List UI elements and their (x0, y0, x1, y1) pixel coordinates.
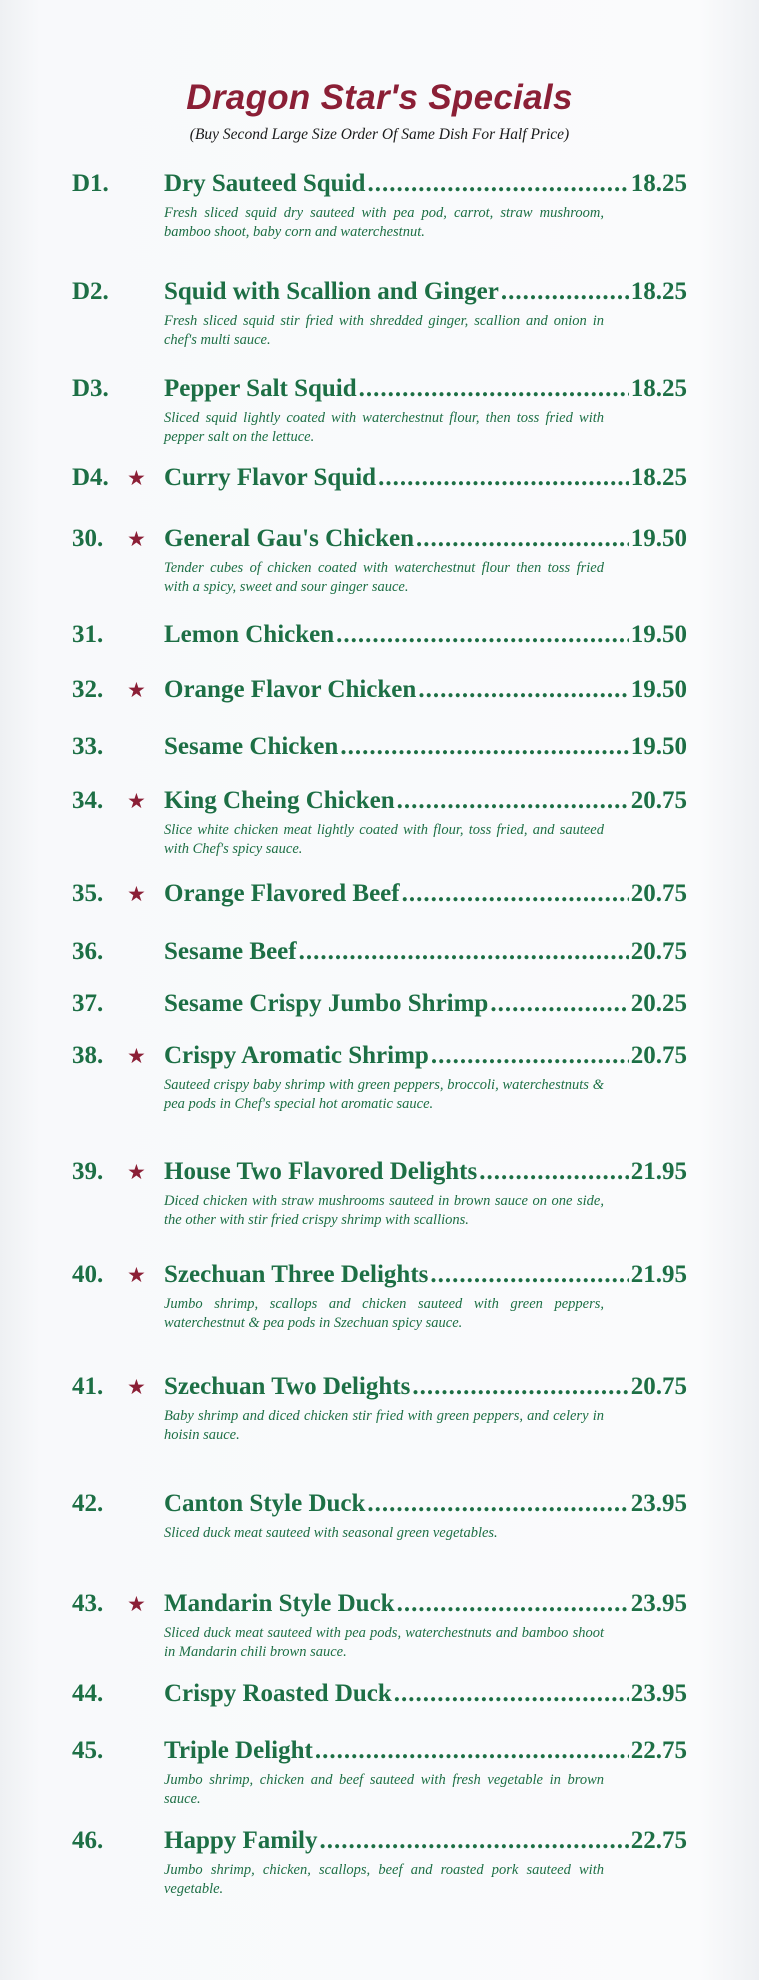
menu-item (0, 938, 759, 972)
dot-leader (479, 1158, 629, 1186)
item-number: 31. (72, 621, 104, 648)
menu-item-header (0, 1042, 759, 1076)
dot-leader (336, 621, 629, 649)
menu-item (0, 1737, 759, 1808)
item-price: 20.75 (630, 880, 687, 907)
item-name: Szechuan Three Delights (164, 1261, 429, 1288)
dot-leader (359, 375, 629, 403)
item-name-line (164, 621, 687, 649)
item-name: Squid with Scallion and Ginger (164, 278, 499, 305)
item-number: 45. (72, 1737, 104, 1764)
item-number: 39. (72, 1158, 104, 1185)
item-name: Orange Flavor Chicken (164, 676, 417, 703)
menu-item-header (0, 676, 759, 710)
item-number: 32. (72, 676, 104, 703)
item-price: 23.95 (630, 1680, 687, 1707)
dot-leader (490, 990, 628, 1018)
dot-leader (367, 1490, 628, 1518)
menu-item (0, 375, 759, 446)
menu-item-header (0, 1737, 759, 1771)
item-description: Fresh sliced squid dry sauteed with pea pod, carrot, straw mushroom, bamboo shoot, baby corn and waterchestnut. (164, 205, 604, 240)
menu-item (0, 1490, 759, 1543)
item-price: 18.25 (630, 464, 687, 491)
item-number: D2. (72, 278, 109, 305)
menu-item-header (0, 990, 759, 1024)
dot-leader (394, 1680, 629, 1708)
item-name-line (164, 170, 687, 198)
item-description: Sliced duck meat sauteed with pea pods, waterchestnuts and bamboo shoot in Mandarin chili brown sauce. (164, 1625, 604, 1660)
item-number: 30. (72, 525, 104, 552)
dot-leader (416, 525, 629, 553)
item-price: 20.75 (630, 938, 687, 965)
menu-item (0, 1042, 759, 1113)
item-name: Canton Style Duck (164, 1490, 366, 1517)
item-description: Fresh sliced squid stir fried with shredded ginger, scallion and onion in chef's multi sauce. (164, 313, 604, 348)
dot-leader (320, 1827, 629, 1855)
item-number: 38. (72, 1042, 104, 1069)
item-description: Slice white chicken meat lightly coated with flour, toss fried, and sauteed with Chef's spicy sauce. (164, 822, 604, 857)
menu-item (0, 1261, 759, 1332)
menu-item (0, 1827, 759, 1898)
item-name: Pepper Salt Squid (164, 375, 357, 402)
item-number: 37. (72, 990, 104, 1017)
menu-item-header (0, 938, 759, 972)
item-name-line (164, 1158, 687, 1186)
item-number: 34. (72, 787, 104, 814)
item-description: Jumbo shrimp, scallops and chicken sauteed with green peppers, waterchestnut & pea pods in Szechuan spicy sauce. (164, 1296, 604, 1331)
item-description: Baby shrimp and diced chicken stir fried with green peppers, and celery in hoisin sauce. (164, 1408, 604, 1443)
item-number: 42. (72, 1490, 104, 1517)
item-number: 43. (72, 1590, 104, 1617)
dot-leader (418, 676, 628, 704)
menu-item-header (0, 1680, 759, 1714)
item-price: 19.50 (630, 525, 687, 552)
item-description: Diced chicken with straw mushrooms sauteed in brown sauce on one side, the other with stir fried crispy shrimp with scallions. (164, 1193, 604, 1228)
menu-item-header (0, 880, 759, 914)
dot-leader (430, 1261, 628, 1289)
item-price: 21.95 (630, 1261, 687, 1288)
item-number: 36. (72, 938, 104, 965)
item-name-line (164, 525, 687, 553)
item-description: Jumbo shrimp, chicken and beef sauteed with fresh vegetable in brown sauce. (164, 1772, 604, 1807)
item-name-line (164, 1737, 687, 1765)
spicy-star-icon: ★ (127, 789, 146, 813)
dot-leader (397, 1590, 629, 1618)
spicy-star-icon: ★ (127, 882, 146, 906)
item-name-line (164, 1373, 687, 1401)
item-number: 40. (72, 1261, 104, 1288)
item-name-line (164, 1680, 687, 1708)
item-number: D3. (72, 375, 109, 402)
item-price: 19.50 (630, 676, 687, 703)
menu-item-header (0, 375, 759, 409)
menu-item-header (0, 1590, 759, 1624)
menu-item-header (0, 1373, 759, 1407)
item-price: 18.25 (630, 170, 687, 197)
item-name: Orange Flavored Beef (164, 880, 400, 907)
item-name-line (164, 1261, 687, 1289)
menu-item (0, 1158, 759, 1229)
menu-item-header (0, 787, 759, 821)
item-name-line (164, 1590, 687, 1618)
item-name: Happy Family (164, 1827, 318, 1854)
dot-leader (367, 170, 628, 198)
item-name: Sesame Beef (164, 938, 297, 965)
item-price: 23.95 (630, 1590, 687, 1617)
item-name: Curry Flavor Squid (164, 464, 377, 491)
item-price: 19.50 (630, 733, 687, 760)
menu-item-header (0, 733, 759, 767)
item-description: Sliced squid lightly coated with waterchestnut flour, then toss fried with pepper salt on the lettuce. (164, 410, 604, 445)
item-price: 18.25 (630, 278, 687, 305)
item-name-line (164, 787, 687, 815)
item-name: General Gau's Chicken (164, 525, 415, 552)
item-description: Tender cubes of chicken coated with waterchestnut flour then toss fried with a spicy, sweet and sour ginger sauce. (164, 560, 604, 595)
menu-item-header (0, 278, 759, 312)
item-number: 41. (72, 1373, 104, 1400)
menu-item-header (0, 1158, 759, 1192)
item-name: Sesame Chicken (164, 733, 339, 760)
menu-item (0, 525, 759, 596)
item-number: D4. (72, 464, 109, 491)
item-price: 23.95 (630, 1490, 687, 1517)
menu-item-header (0, 621, 759, 655)
menu-item (0, 1680, 759, 1714)
spicy-star-icon: ★ (127, 1375, 146, 1399)
item-name-line (164, 733, 687, 761)
menu-item (0, 278, 759, 349)
item-number: 46. (72, 1827, 104, 1854)
spicy-star-icon: ★ (127, 1044, 146, 1068)
menu-item-header (0, 1261, 759, 1295)
item-name-line (164, 464, 687, 492)
menu-item-header (0, 464, 759, 498)
menu-item-header (0, 170, 759, 204)
item-description: Jumbo shrimp, chicken, scallops, beef and roasted pork sauteed with vegetable. (164, 1862, 604, 1897)
item-name: King Cheing Chicken (164, 787, 395, 814)
dot-leader (412, 1373, 628, 1401)
menu-item (0, 1590, 759, 1661)
page-subtitle: (Buy Second Large Size Order Of Same Dish For Half Price) (189, 126, 570, 143)
dot-leader (501, 278, 629, 306)
item-name: Triple Delight (164, 1737, 313, 1764)
menu-item (0, 621, 759, 655)
menu-item (0, 880, 759, 914)
item-description: Sauteed crispy baby shrimp with green peppers, broccoli, waterchestnuts & pea pods in Chef's special hot aromatic sauce. (164, 1077, 604, 1112)
menu-item (0, 1373, 759, 1444)
dot-leader (315, 1737, 629, 1765)
dot-leader (402, 880, 629, 908)
menu-item (0, 733, 759, 767)
item-name-line (164, 938, 687, 966)
spicy-star-icon: ★ (127, 1160, 146, 1184)
item-name: House Two Flavored Delights (164, 1158, 478, 1185)
menu-item-header (0, 1827, 759, 1861)
item-price: 20.25 (630, 990, 687, 1017)
dot-leader (340, 733, 628, 761)
spicy-star-icon: ★ (127, 1592, 146, 1616)
item-name: Szechuan Two Delights (164, 1373, 411, 1400)
item-name: Sesame Crispy Jumbo Shrimp (164, 990, 489, 1017)
dot-leader (299, 938, 629, 966)
item-number: D1. (72, 170, 109, 197)
item-name-line (164, 1827, 687, 1855)
item-price: 19.50 (630, 621, 687, 648)
menu-item (0, 464, 759, 498)
item-price: 22.75 (630, 1827, 687, 1854)
spicy-star-icon: ★ (127, 527, 146, 551)
menu-item-header (0, 1490, 759, 1524)
item-price: 21.95 (630, 1158, 687, 1185)
menu-item (0, 990, 759, 1024)
item-name-line (164, 1042, 687, 1070)
spicy-star-icon: ★ (127, 678, 146, 702)
item-name: Lemon Chicken (164, 621, 335, 648)
dot-leader (397, 787, 629, 815)
item-name: Crispy Roasted Duck (164, 1680, 392, 1707)
item-name: Crispy Aromatic Shrimp (164, 1042, 429, 1069)
item-price: 18.25 (630, 375, 687, 402)
item-name-line (164, 880, 687, 908)
dot-leader (378, 464, 629, 492)
item-name: Dry Sauteed Squid (164, 170, 366, 197)
spicy-star-icon: ★ (127, 466, 146, 490)
menu-item (0, 170, 759, 241)
item-price: 22.75 (630, 1737, 687, 1764)
item-price: 20.75 (630, 1042, 687, 1069)
item-number: 35. (72, 880, 104, 907)
spicy-star-icon: ★ (127, 1263, 146, 1287)
item-name-line (164, 990, 687, 1018)
menu-item (0, 676, 759, 710)
item-description: Sliced duck meat sauteed with seasonal green vegetables. (164, 1525, 498, 1541)
menu-item-header (0, 525, 759, 559)
item-name-line (164, 375, 687, 403)
item-price: 20.75 (630, 1373, 687, 1400)
item-number: 33. (72, 733, 104, 760)
item-name-line (164, 676, 687, 704)
item-price: 20.75 (630, 787, 687, 814)
menu-item (0, 787, 759, 858)
item-name-line (164, 278, 687, 306)
page-title: Dragon Star's Specials (186, 78, 573, 117)
item-number: 44. (72, 1680, 104, 1707)
item-name-line (164, 1490, 687, 1518)
item-name: Mandarin Style Duck (164, 1590, 395, 1617)
dot-leader (431, 1042, 629, 1070)
